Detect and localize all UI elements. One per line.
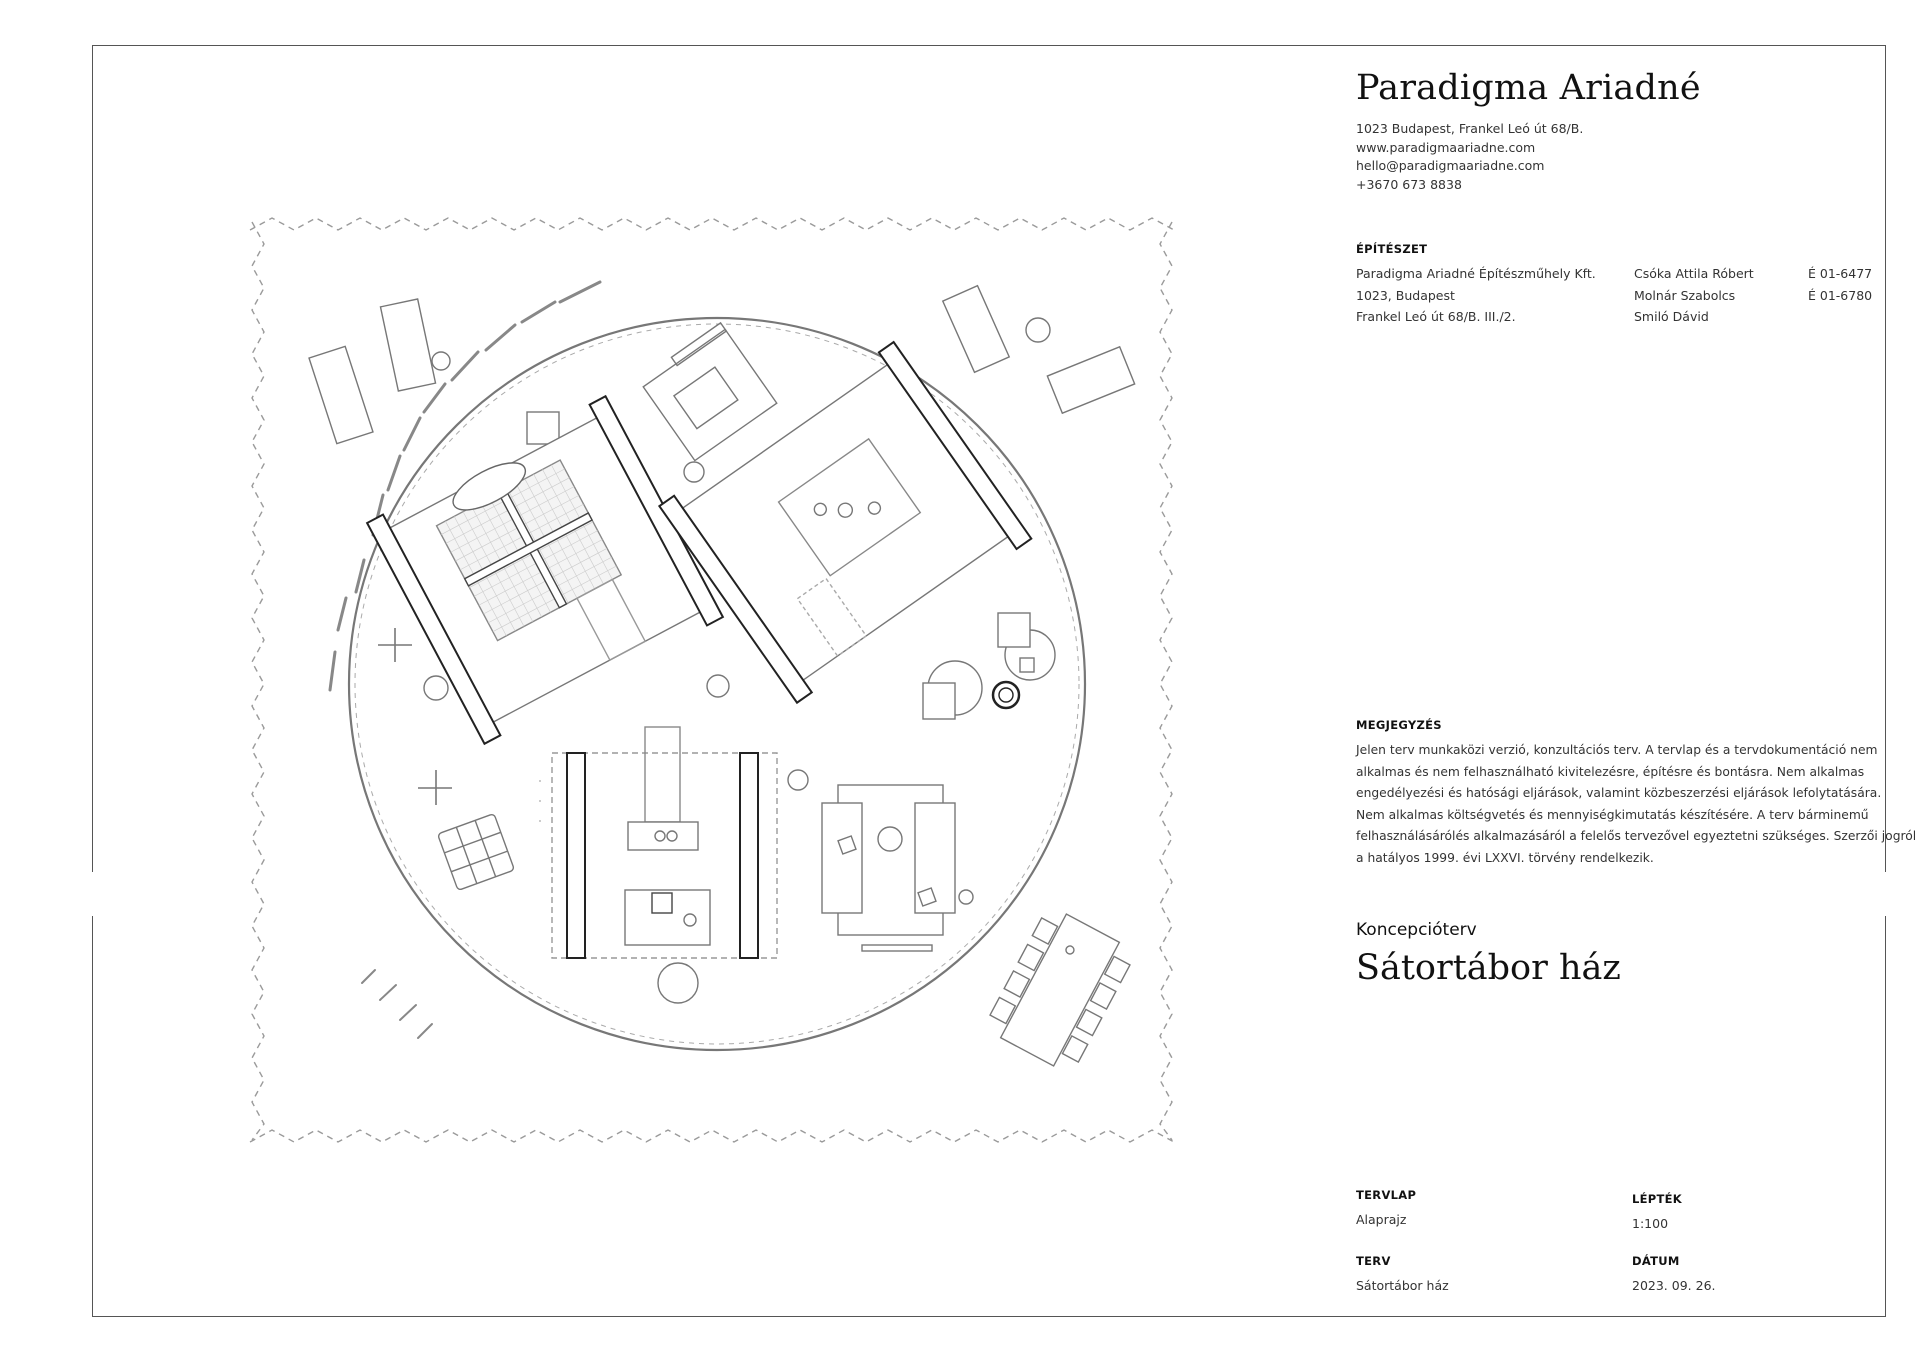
sunbed-3 (943, 286, 1009, 373)
tent-zigzag-left (252, 222, 264, 1140)
architecture-label: ÉPÍTÉSZET (1356, 242, 1428, 256)
kitchen-module (552, 727, 777, 958)
stool-2 (1026, 318, 1050, 342)
sunbed-4 (1047, 347, 1134, 413)
armchair-1 (998, 613, 1030, 647)
ottoman (438, 814, 515, 891)
floor-plan-drawing (92, 45, 1310, 1317)
frame-gap-right (1880, 872, 1894, 916)
sheet-value: Alaprajz (1356, 1212, 1407, 1227)
tent-zigzag-right (1160, 222, 1172, 1140)
disclaimer-note (1356, 740, 1917, 869)
firm-line: 1023, Budapest (1356, 287, 1455, 303)
sunbed-2 (380, 299, 435, 391)
sunbed-1 (309, 346, 373, 443)
bathroom-module (367, 396, 723, 743)
address-line: 1023 Budapest, Frankel Leó út 68/B. (1356, 121, 1584, 136)
architect-name: Csóka Attila Róbert (1634, 266, 1754, 281)
architect-licenses (1808, 263, 1872, 306)
architect-name: Smiló Dávid (1634, 309, 1709, 324)
date-label: DÁTUM (1632, 1254, 1680, 1268)
email-link[interactable]: hello@paradigmaariadne.com (1356, 158, 1545, 173)
firm-line: Paradigma Ariadné Építészműhely Kft. (1356, 266, 1596, 281)
architect-names (1634, 263, 1754, 328)
note-label: MEGJEGYZÉS (1356, 718, 1442, 732)
sheet-label: TERVLAP (1356, 1188, 1417, 1202)
project-kicker: Koncepcióterv (1356, 920, 1477, 940)
scale-value: 1:100 (1632, 1216, 1669, 1231)
note-line: a hatályos 1999. évi LXXVI. törvény rendelkezik. (1356, 850, 1654, 865)
tent-zigzag-top (250, 218, 1174, 230)
architect-license: É 01-6780 (1808, 287, 1873, 303)
note-line: felhasználásárólés alkalmazásáról a felelős tervezővel egyeztetni szükséges. Szerzői jogról (1356, 829, 1917, 843)
note-line: alkalmas és nem felhasználható kivitelezésre, építésre és bontásra. Nem alkalmas (1356, 764, 1865, 779)
plan-value: Sátortábor ház (1356, 1278, 1449, 1293)
note-line: Nem alkalmas költségvetés és mennyiségkimutatás készítésére. A terv bárminemű (1356, 807, 1869, 822)
architect-license: É 01-6477 (1808, 266, 1873, 281)
architect-name: Molnár Szabolcs (1634, 287, 1736, 303)
desk-unit (639, 323, 777, 461)
firm-info (1356, 263, 1596, 328)
date-value: 2023. 09. 26. (1632, 1278, 1716, 1293)
note-line: Jelen terv munkaközi verzió, konzultációs terv. A tervlap és a tervdokumentáció nem (1356, 743, 1878, 757)
brand-address (1356, 120, 1583, 194)
side-table (527, 412, 559, 444)
phone-number: +3670 673 8838 (1356, 176, 1462, 192)
website-link[interactable]: www.paradigmaariadne.com (1356, 139, 1536, 155)
project-title: Sátortábor ház (1356, 948, 1621, 988)
brand-name: Paradigma Ariadné (1356, 68, 1701, 108)
titleblock-frame (1310, 45, 1917, 1317)
dining-table (983, 905, 1137, 1076)
tent-zigzag-bottom (250, 1130, 1174, 1142)
living-area (822, 785, 955, 951)
plan-label: TERV (1356, 1254, 1391, 1268)
scale-label: LÉPTÉK (1632, 1192, 1683, 1206)
note-line: engedélyezési és hatósági eljárások, valamint közbeszerzési eljárások lefolytatására. (1356, 786, 1882, 800)
firm-line: Frankel Leó út 68/B. III./2. (1356, 309, 1516, 324)
stool-1 (432, 352, 450, 370)
armchair-2 (923, 683, 955, 719)
